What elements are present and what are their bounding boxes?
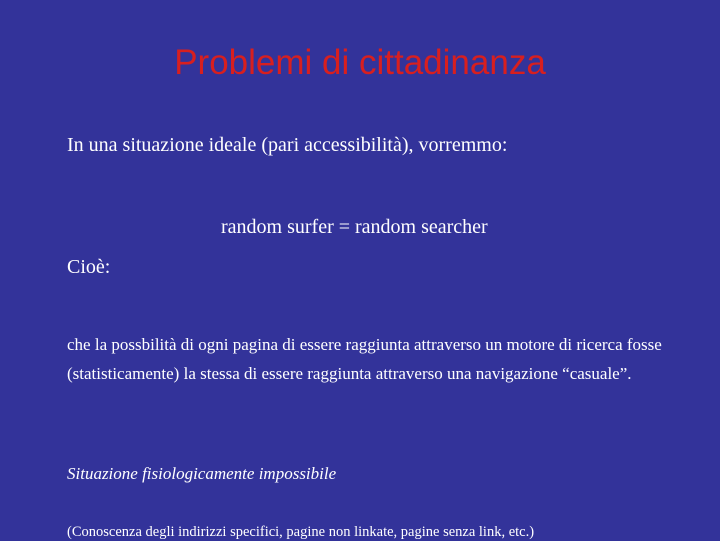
footnote-text: (Conoscenza degli indirizzi specifici, pagine non linkate, pagine senza link, etc.) [67, 524, 535, 540]
equation-text: random surfer = random searcher [221, 216, 488, 238]
intro-text: In una situazione ideale (pari accessibilità), vorremmo: [67, 134, 508, 156]
slide-title: Problemi di cittadinanza [174, 43, 546, 82]
cioe-label: Cioè: [67, 256, 111, 278]
explanation-paragraph: che la possbilità di ogni pagina di essere raggiunta attraverso un motore di ricerca fosse (statisticamente) la stessa di essere raggiunta attraverso una navigazione “casuale”. [67, 335, 662, 383]
conclusion-text: Situazione fisiologicamente impossibile [67, 464, 337, 483]
